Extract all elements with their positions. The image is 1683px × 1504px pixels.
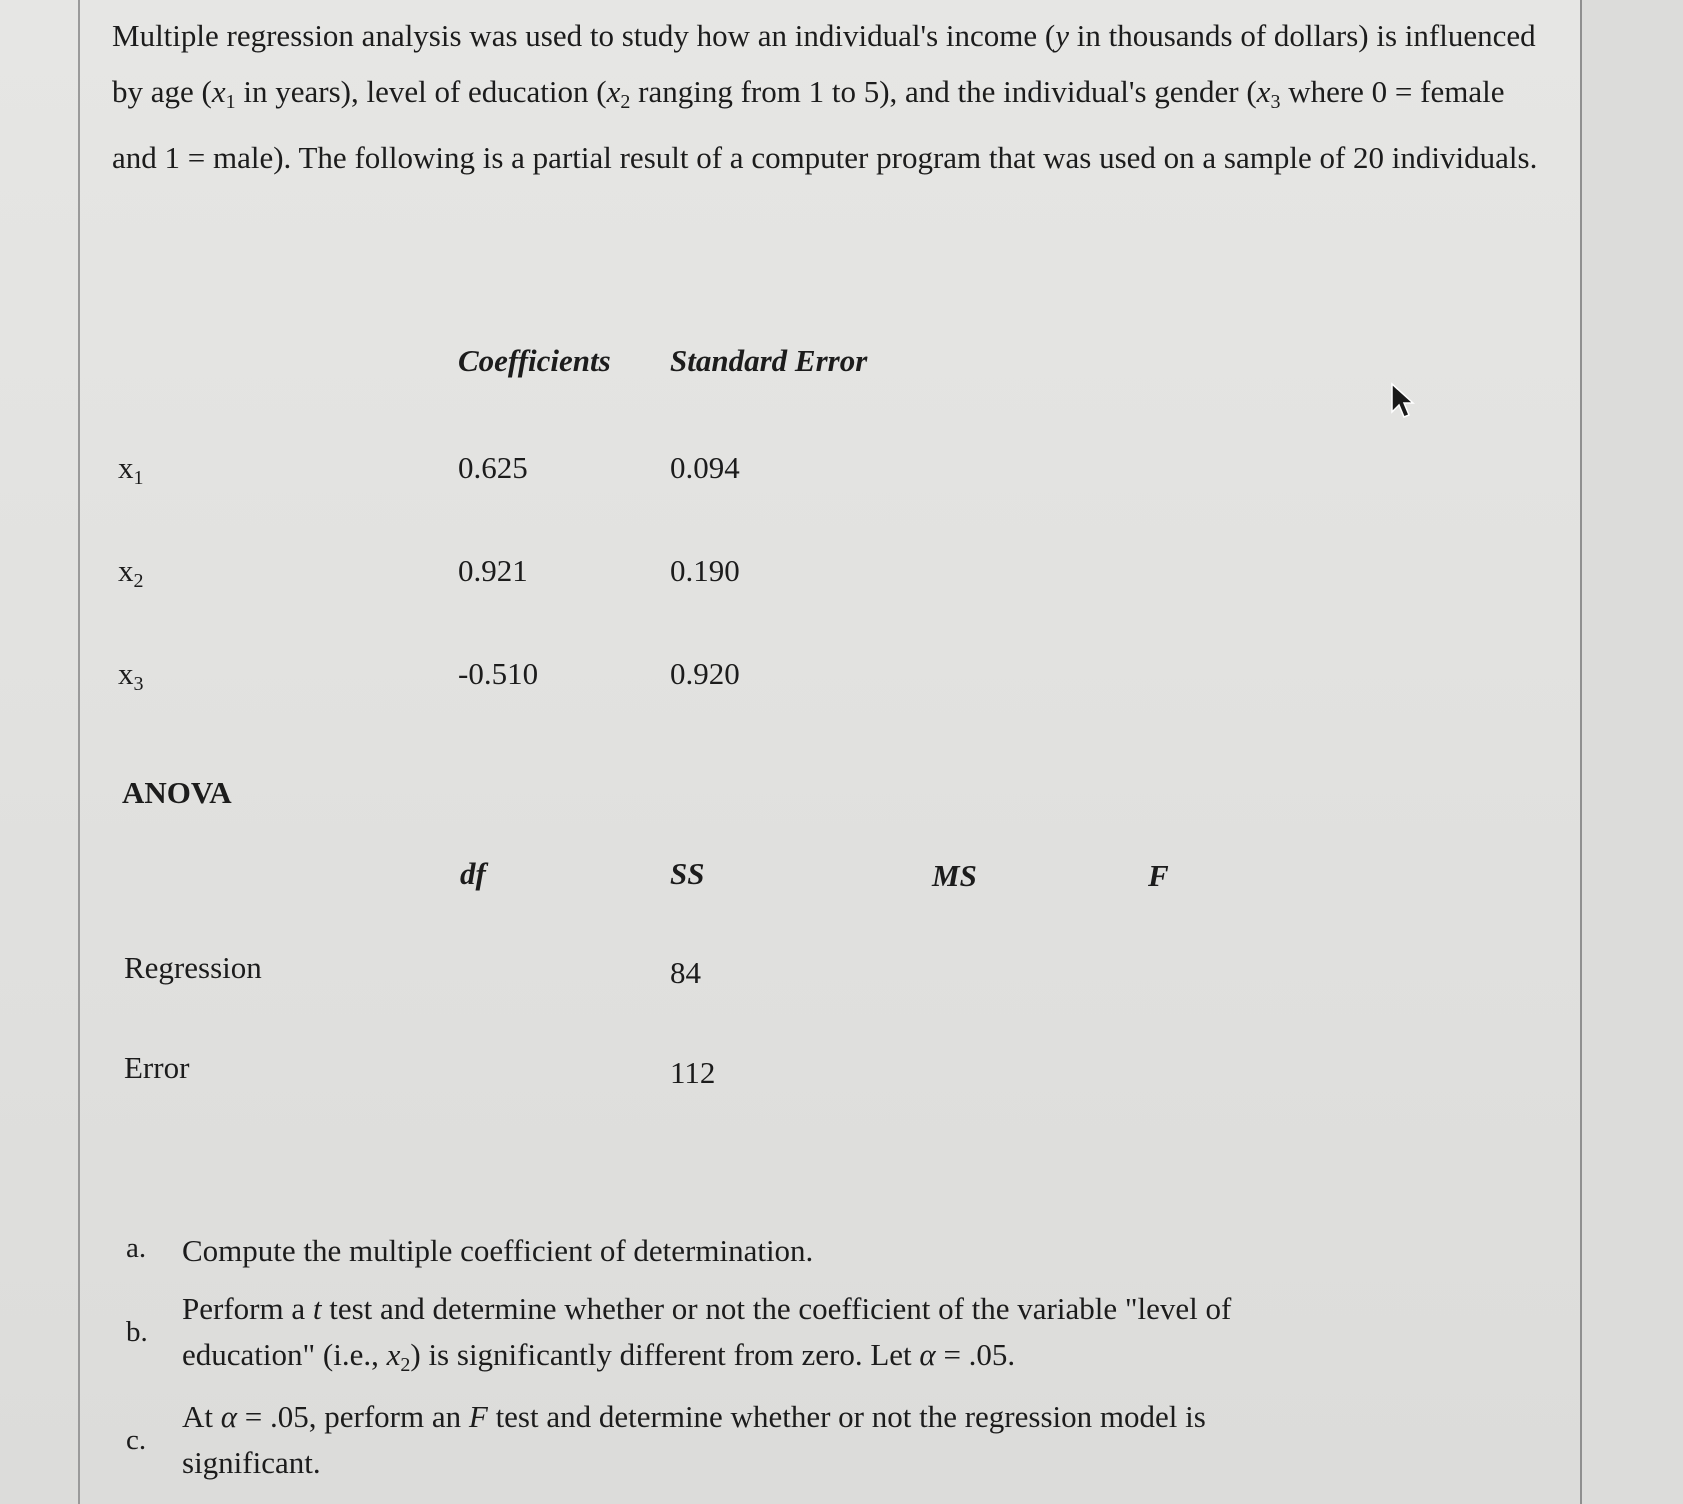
question-a-letter: a. [126,1232,147,1264]
anova-ss-regression: 84 [670,955,701,990]
question-b-text: Perform a t test and determine whether or not the coefficient of the variable "level of education" (i.e., $x_2$) is significantly different from zero. Let α = .05. [182,1291,1232,1376]
anova-header-f: F [1148,858,1169,893]
question-c-letter: c. [126,1424,147,1456]
question-c-text: At α = .05, perform an F test and determine whether or not the regression model is significant. [182,1399,1206,1480]
question-b-letter: b. [126,1316,148,1348]
mouse-pointer-icon [1390,382,1416,420]
standard-error-header: Standard Error [670,343,868,378]
coef-x3: -0.510 [458,656,539,691]
coefficients-header: Coefficients [458,343,611,378]
row-label-x2: $x_2$ [118,553,144,592]
anova-row-label-error: Error [124,1050,190,1085]
intro-paragraph: Multiple regression analysis was used to study how an individual's income (y in thousands of dollars) is influenced by age ($x_1$ in years), level of education ($x_2$ ranging from 1 to 5), and the individual's gender ($x_3$ where 0 = female and 1 = male). The following is a partial result of a computer program that was used on a sample of 20 individuals. [112,18,1538,175]
anova-header-df: df [460,856,486,891]
anova-ss-error: 112 [670,1055,716,1090]
anova-header-ss: SS [670,856,705,891]
anova-header-ms: MS [932,858,977,893]
se-x3: 0.920 [670,656,740,691]
coef-x2: 0.921 [458,553,528,588]
anova-row-label-regression: Regression [124,950,262,985]
se-x2: 0.190 [670,553,740,588]
left-margin-rule [78,0,80,1504]
anova-title: ANOVA [122,775,232,810]
row-label-x3: $x_3$ [118,656,144,695]
question-a-text: Compute the multiple coefficient of determination. [182,1233,814,1268]
se-x1: 0.094 [670,450,740,485]
row-label-x1: $x_1$ [118,450,144,489]
coef-x1: 0.625 [458,450,528,485]
